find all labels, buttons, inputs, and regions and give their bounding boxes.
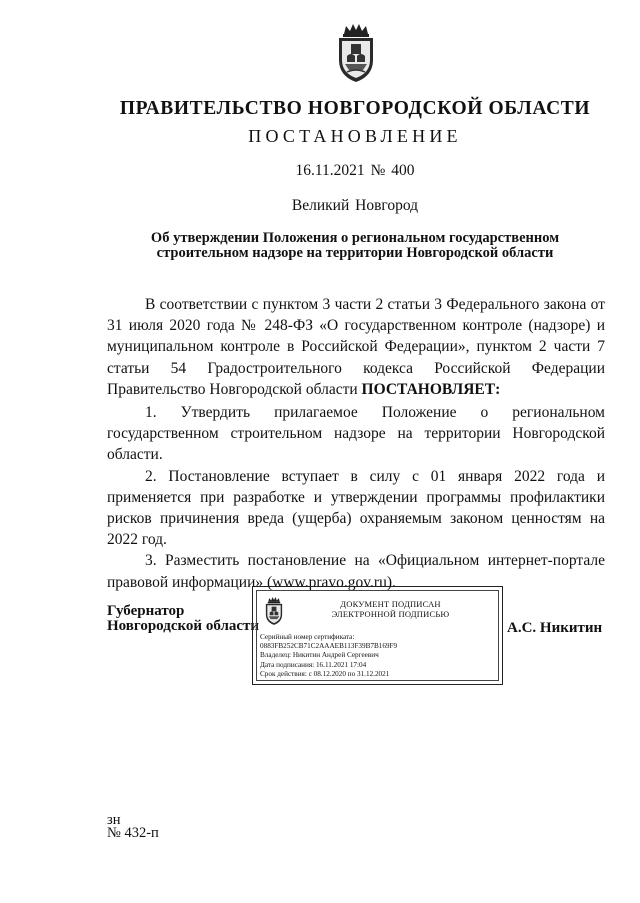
intro-paragraph (107, 294, 605, 400)
organization-title: ПРАВИТЕЛЬСТВО НОВГОРОДСКОЙ ОБЛАСТИ (119, 98, 591, 119)
stamp-title (287, 600, 494, 619)
novgorod-coat-of-arms-icon (263, 596, 285, 626)
stamp-title-line-2: ЭЛЕКТРОННОЙ ПОДПИСЬЮ (331, 608, 450, 619)
signer-position (107, 604, 259, 634)
position-line-1: Губернатор (107, 603, 185, 619)
signed-date: Дата подписания: 16.11.2021 17:04 (260, 660, 367, 669)
novgorod-coat-of-arms-icon (333, 22, 379, 84)
position-line-2: Новгородской области (107, 618, 260, 634)
document-number: 400 (391, 162, 415, 179)
stamp-details (260, 633, 397, 679)
resolve-word: ПОСТАНОВЛЯЕТ: (361, 380, 501, 398)
item-1: 1. Утвердить прилагаемое Положение о региональном государственном строительном надзоре на территории Новгородской области. (107, 404, 605, 464)
item-2: 2. Постановление вступает в силу с 01 января 2022 года и применяется при разработке и утверждении программы профилактики рисков причинения вреда (ущерба) охраняемым законом ценностям на 2022 год. (107, 467, 605, 549)
subject-line-1: Об утверждении Положения о региональном государственном (150, 230, 560, 246)
electronic-signature-stamp (252, 586, 503, 685)
date-number-line (0, 162, 640, 180)
number-sign: № (370, 162, 386, 179)
registration-number: № 432-п (107, 825, 159, 841)
document-subject (125, 231, 585, 261)
serial-number: 0883FB252CB71C2AAAEB113F39B7B169F9 (260, 642, 398, 651)
city: Великий Новгород (291, 197, 419, 214)
document-body (107, 294, 605, 593)
document-date: 16.11.2021 (295, 162, 365, 179)
stamp-title-line-1: ДОКУМЕНТ ПОДПИСАН (340, 599, 441, 609)
certificate-validity: Срок действия: с 08.12.2020 по 31.12.2021 (260, 669, 390, 678)
item-3: 3. Разместить постановление на «Официальном интернет-портале правовой информации» (www.pravo.gov.ru). (107, 552, 605, 591)
subject-line-2: строительном надзоре на территории Новгородской области (156, 245, 554, 261)
intro-text: В соответствии с пунктом 3 части 2 статьи 3 Федерального закона от 31 июля 2020 года № 248-ФЗ «О государственном контроле (надзоре) и муниципальном контроле в Российской Федерации», пунктом 2 части 7 статьи 54 Градостроительного кодекса Российской Федерации Правительство Новгородской области (107, 296, 605, 398)
signer-name: А.С. Никитин (507, 620, 603, 636)
document-type: ПОСТАНОВЛЕНИЕ (248, 126, 462, 146)
footer-note (107, 814, 159, 840)
performer-initials: зн (107, 812, 121, 828)
certificate-owner: Владелец: Никитин Андрей Сергеевич (260, 651, 379, 660)
serial-label: Серийный номер сертификата: (260, 633, 355, 641)
